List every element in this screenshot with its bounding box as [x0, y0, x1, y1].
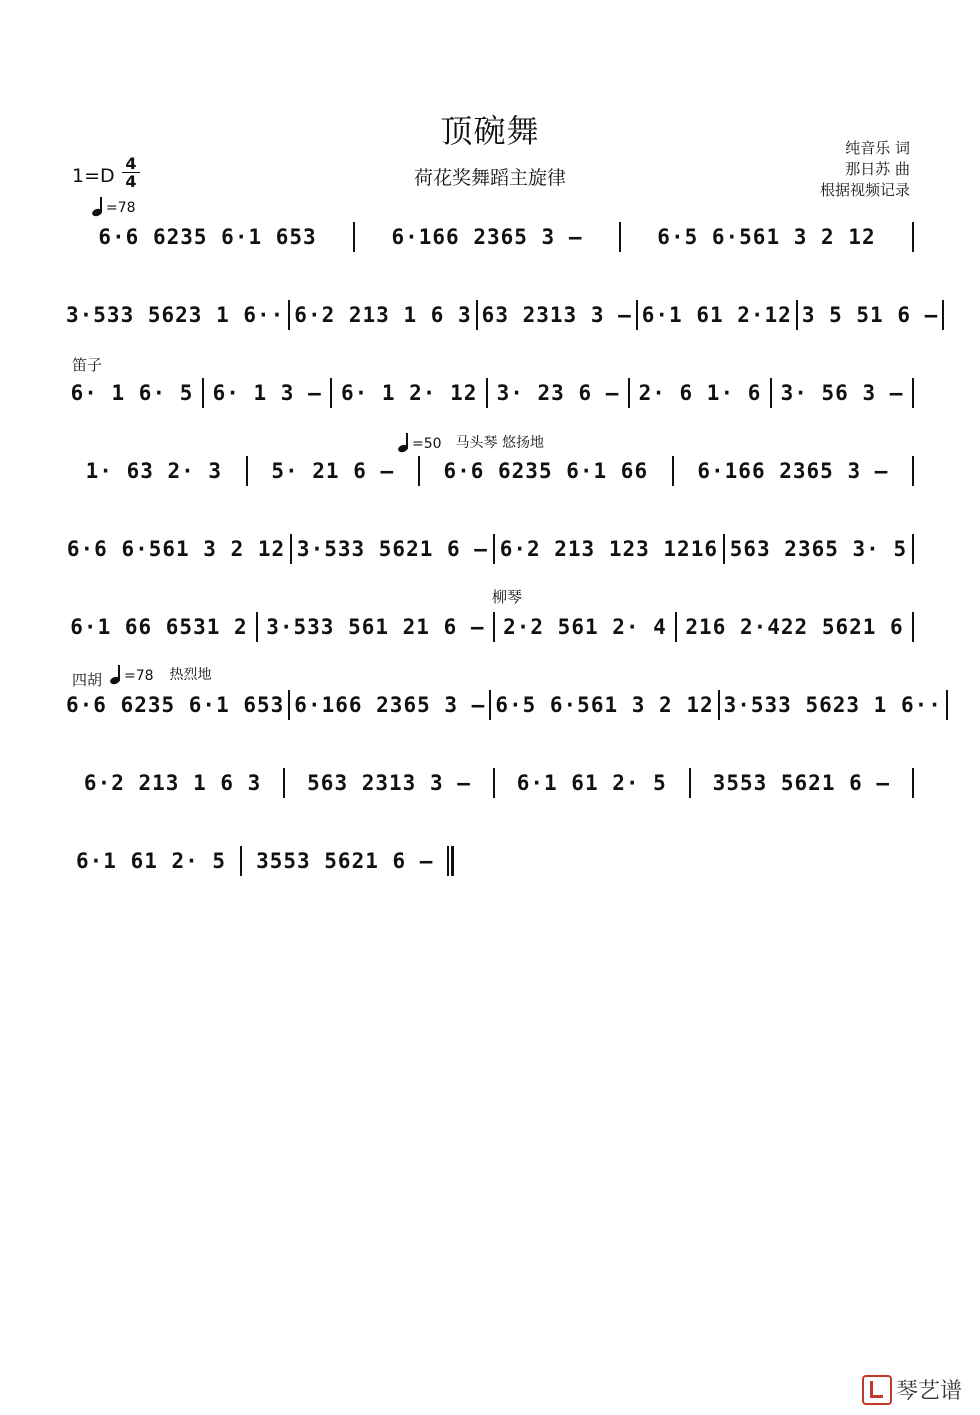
barline — [283, 768, 285, 798]
tempo-mark-1: =78 — [92, 198, 136, 216]
measure: 6· 1 6· 5 — [70, 381, 194, 405]
score-subtitle: 荷花奖舞蹈主旋律 — [413, 167, 566, 189]
barline — [418, 456, 420, 486]
measure: 1· 63 2· 3 — [85, 459, 223, 483]
measure: 3 5 51 6 – — [801, 303, 939, 327]
measure: 3· 56 3 – — [780, 381, 904, 405]
measure: 6·166 2365 3 – — [391, 225, 583, 249]
barline — [912, 534, 914, 564]
barline — [675, 612, 677, 642]
measure: 6·2 213 1 6 3 — [294, 303, 472, 327]
barline — [636, 300, 638, 330]
barline — [946, 690, 948, 720]
measure: 6·1 66 6531 2 — [70, 615, 248, 639]
score-row-9 — [66, 846, 496, 876]
quarter-note-icon — [110, 666, 122, 684]
barline — [476, 300, 478, 330]
measure: 6·1 61 2·12 — [641, 303, 792, 327]
barline — [628, 378, 630, 408]
quarter-note-icon — [92, 198, 104, 216]
barline — [288, 300, 290, 330]
measure: 563 2313 3 – — [307, 771, 471, 795]
barline — [290, 534, 292, 564]
time-signature-top: 4 — [125, 154, 137, 173]
measure: 6·6 6·561 3 2 12 — [66, 537, 286, 561]
barline — [288, 690, 290, 720]
key-signature: 1=D — [72, 165, 115, 187]
tempo-mark-2: =50 马头琴 悠扬地 — [398, 432, 544, 452]
score-row-6 — [66, 612, 918, 642]
measure: 216 2·422 5621 6 — [685, 615, 904, 639]
barline — [493, 534, 495, 564]
credit-composer: 那日苏 曲 — [845, 160, 910, 178]
final-barline — [447, 846, 454, 876]
barline — [770, 378, 772, 408]
measure: 2· 6 1· 6 — [638, 381, 762, 405]
measure: 3553 5621 6 – — [256, 849, 434, 873]
credit-lyrics: 纯音乐 词 — [845, 139, 910, 157]
measure: 3553 5621 6 – — [712, 771, 891, 795]
measure: 3·533 561 21 6 – — [266, 615, 485, 639]
measure: 6· 1 2· 12 — [340, 381, 478, 405]
barline — [486, 378, 488, 408]
score-row-8 — [66, 768, 918, 798]
tempo-mark-3: =78 热烈地 — [110, 664, 212, 684]
measure: 2·2 561 2· 4 — [503, 615, 667, 639]
barline — [489, 690, 491, 720]
measure: 3· 23 6 – — [496, 381, 620, 405]
measure: 6·5 6·561 3 2 12 — [657, 225, 876, 249]
barline — [718, 690, 720, 720]
measure: 5· 21 6 – — [271, 459, 395, 483]
measure: 3·533 5623 1 6·· — [66, 303, 285, 327]
barline — [493, 768, 495, 798]
barline — [672, 456, 674, 486]
barline — [942, 300, 944, 330]
measure: 6·166 2365 3 – — [697, 459, 889, 483]
barline — [240, 846, 242, 876]
barline — [619, 222, 621, 252]
site-logo-icon — [862, 1375, 892, 1405]
measure: 6·1 61 2· 5 — [516, 771, 667, 795]
measure: 6·6 6235 6·1 653 — [66, 693, 285, 717]
measure: 6·2 213 123 1216 — [499, 537, 718, 561]
measure: 63 2313 3 – — [481, 303, 632, 327]
measure: 6·2 213 1 6 3 — [83, 771, 262, 795]
barline — [912, 768, 914, 798]
measure: 3·533 5621 6 – — [296, 537, 488, 561]
measure: 563 2365 3· 5 — [729, 537, 908, 561]
barline — [493, 612, 495, 642]
instrument-label-liuqin: 柳琴 — [492, 588, 523, 606]
barline — [353, 222, 355, 252]
score-row-1 — [66, 222, 918, 252]
measure: 6·166 2365 3 – — [294, 693, 486, 717]
time-signature — [122, 155, 140, 190]
site-logo: 琴艺谱 — [862, 1374, 962, 1405]
measure: 6· 1 3 – — [212, 381, 322, 405]
measure: 6·1 61 2· 5 — [76, 849, 227, 873]
measure: 6·6 6235 6·1 66 — [443, 459, 649, 483]
time-signature-bottom: 4 — [122, 172, 140, 190]
barline — [912, 222, 914, 252]
score-row-3 — [66, 378, 918, 408]
score-row-4 — [66, 456, 918, 486]
barline — [796, 300, 798, 330]
measure: 3·533 5623 1 6·· — [723, 693, 942, 717]
instrument-label-sihu: 四胡 — [72, 671, 103, 689]
barline — [723, 534, 725, 564]
score-row-5 — [66, 534, 918, 564]
barline — [689, 768, 691, 798]
score-row-7 — [66, 690, 942, 720]
measure: 6·5 6·561 3 2 12 — [495, 693, 714, 717]
quarter-note-icon — [398, 434, 410, 452]
barline — [202, 378, 204, 408]
barline — [912, 456, 914, 486]
measure: 6·6 6235 6·1 653 — [98, 225, 317, 249]
score-row-2 — [66, 300, 939, 330]
barline — [246, 456, 248, 486]
credit-source: 根据视频记录 — [819, 181, 910, 199]
instrument-label-dizi: 笛子 — [72, 356, 103, 374]
score-title: 顶碗舞 — [440, 112, 540, 150]
barline — [912, 378, 914, 408]
barline — [256, 612, 258, 642]
barline — [912, 612, 914, 642]
barline — [330, 378, 332, 408]
